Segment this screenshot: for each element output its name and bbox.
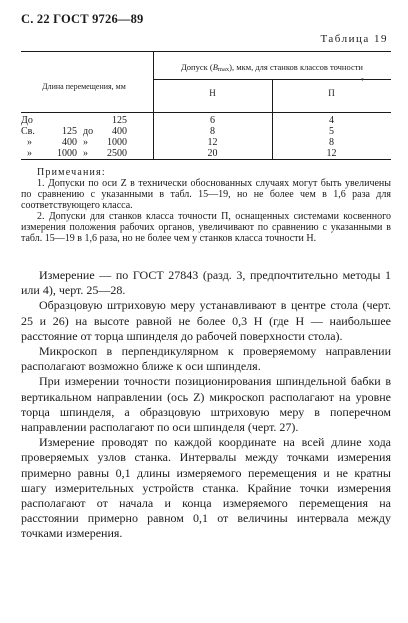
scan-mark: т (361, 77, 364, 83)
range-to: 125 (112, 115, 127, 126)
range-separator: » (83, 148, 88, 159)
range-to: 400 (112, 126, 127, 137)
table-header-rule (21, 112, 391, 113)
range-separator: до (83, 126, 94, 137)
tolerance-h: 12 (207, 137, 218, 148)
table-bottom-rule (21, 159, 391, 160)
range-to: 2500 (107, 148, 127, 159)
tolerance-group-header: Допуск (Bmax), мкм, для станков классов точности (181, 62, 363, 73)
range-prefix: Св. (21, 126, 35, 137)
tolerance-p: 8 (329, 137, 334, 148)
table-notes (21, 167, 391, 244)
range-prefix: » (27, 137, 32, 148)
table-row (21, 115, 391, 126)
paragraph: Измерение проводят по каждой координате на всей длине хода проверяемых узлов станка. Интервалы между точками измерения примерно равны 0,1 длины измеряемого перемещения и не кратны шагу измерительных устройств станка. Крайние точки измерения располагают от начала и конца измеряемого перемещения на расстоянии примерно равном 0,1 от величины интервала между точками измерения. (21, 435, 391, 541)
tolerance-h: 20 (207, 148, 218, 159)
body-text (21, 268, 391, 542)
table-row (21, 137, 391, 148)
paragraph: Образцовую штриховую меру устанавливают в центре стола (черт. 25 и 26) на высоте равной не более 0,3 H (где H — наибольшее расстояние от торца шпинделя до рабочей поверхности стола). (21, 298, 391, 343)
paragraph: При измерении точности позиционирования шпиндельной бабки в вертикальном направлении (ось Z) микроскоп располагают на уровне торца шпинделя, а образцовую штриховую меру в поперечном направлении располагают по оси шпинделя (черт. 27). (21, 374, 391, 435)
note-item: 2. Допуски для станков класса точности П, оснащенных системами косвенного измерения положения рабочих органов, увеличивают по сравнению с указанными в табл. 15—19 в 1,6 раза, но не более чем у станков класса точности Н. (21, 211, 391, 244)
range-separator: » (83, 137, 88, 148)
tolerance-h: 6 (210, 115, 215, 126)
range-to: 1000 (107, 137, 127, 148)
table-row (21, 126, 391, 137)
note-item: 1. Допуски по оси Z в технически обоснованных случаях могут быть увеличены по сравнению с указанными в табл. 15—19, но не более чем в 1,6 раза для соответствующего класса. (21, 178, 391, 211)
paragraph: Измерение — по ГОСТ 27843 (разд. 3, предпочтительно методы 1 или 4), черт. 25—28. (21, 268, 391, 298)
table-top-rule (21, 51, 391, 52)
range-prefix: До (21, 115, 33, 126)
page-header: С. 22 ГОСТ 9726—89 (21, 12, 144, 26)
notes-title: Примечания: (37, 167, 106, 178)
range-from: 400 (62, 137, 77, 148)
tolerance-h: 8 (210, 126, 215, 137)
table-caption: Таблица 19 (320, 33, 388, 45)
class-p-header: П (328, 88, 335, 98)
length-column-header: Длина перемещения, мм (42, 82, 126, 91)
range-prefix: » (27, 148, 32, 159)
paragraph: Микроскоп в перпендикулярном к проверяемому направлении располагают возможно ближе к оси шпинделя. (21, 344, 391, 374)
table-row (21, 148, 391, 159)
range-from: 125 (62, 126, 77, 137)
class-h-header: Н (209, 88, 216, 98)
tolerance-p: 5 (329, 126, 334, 137)
range-from: 1000 (57, 148, 77, 159)
tolerance-p: 4 (329, 115, 334, 126)
tolerance-p: 12 (326, 148, 337, 159)
